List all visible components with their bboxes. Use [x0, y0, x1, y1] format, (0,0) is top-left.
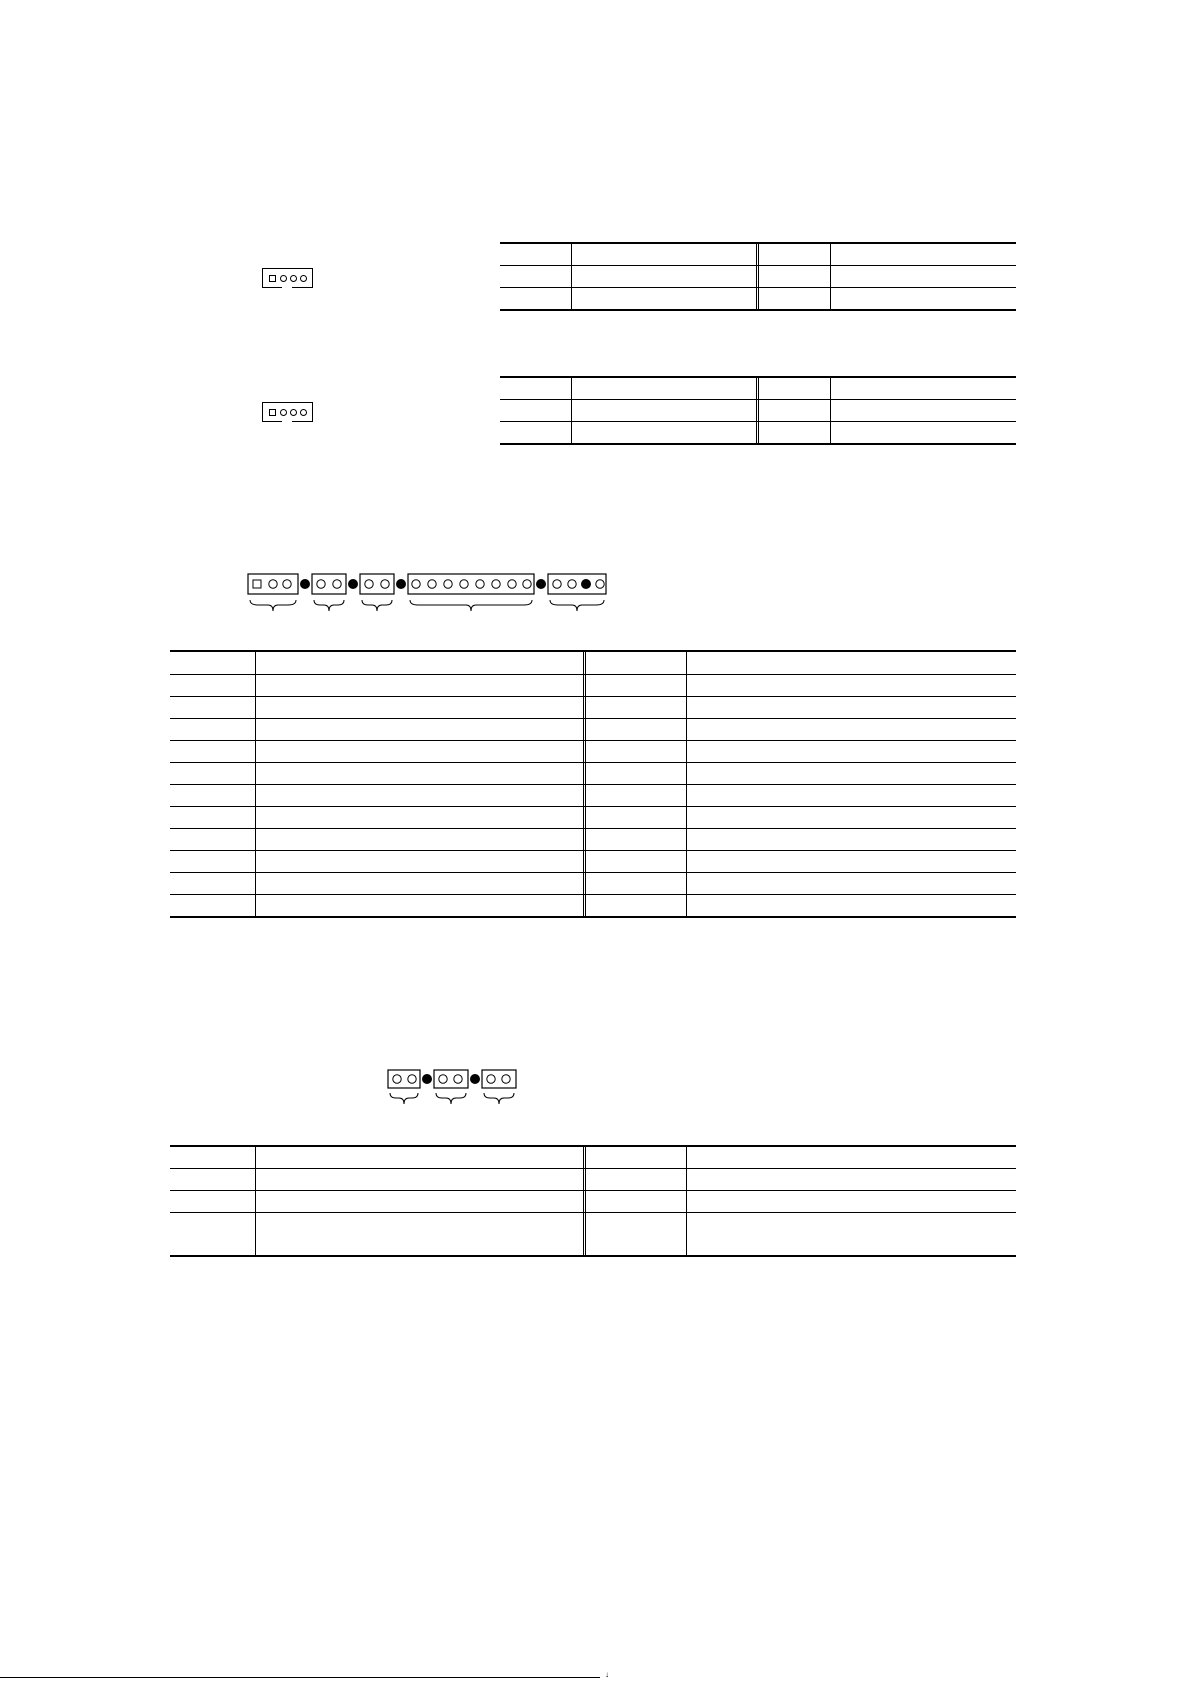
- connector-b-key-notch: [282, 420, 292, 424]
- footer-mark: ↓: [605, 1670, 609, 1679]
- pin-open: [428, 580, 436, 588]
- pin-open: [439, 1075, 447, 1083]
- pin-open: [487, 1075, 495, 1083]
- pin-open: [333, 580, 341, 588]
- pin-4: [300, 409, 307, 416]
- pin-3: [290, 409, 297, 416]
- connector-a-key-notch: [282, 286, 292, 290]
- pin-open: [412, 580, 420, 588]
- pin-open: [596, 580, 604, 588]
- pin-open: [283, 580, 291, 588]
- pin-2: [280, 275, 287, 282]
- pin-2: [280, 409, 287, 416]
- pin-key-filled: [348, 579, 358, 589]
- pin-open: [492, 580, 500, 588]
- connector-d-icon: [386, 1068, 522, 1114]
- pin-open: [568, 580, 576, 588]
- pin-open: [269, 580, 277, 588]
- pin-open: [502, 1075, 510, 1083]
- pin-key-filled: [422, 1074, 432, 1084]
- pin-open: [476, 580, 484, 588]
- connector-c-group-1: [248, 574, 298, 594]
- connector-c-group-5: [548, 574, 606, 594]
- brace-group-1: [390, 1093, 418, 1104]
- brace-group-2: [314, 600, 344, 611]
- pin-3: [290, 275, 297, 282]
- pin-open: [317, 580, 325, 588]
- pin-open: [454, 1075, 462, 1083]
- pin-key-filled: [300, 579, 310, 589]
- brace-group-1: [250, 600, 296, 611]
- brace-group-3: [362, 600, 392, 611]
- pin-open: [444, 580, 452, 588]
- pin-open: [408, 1075, 416, 1083]
- brace-group-4: [410, 600, 532, 611]
- pin-open: [393, 1075, 401, 1083]
- pin-open: [460, 580, 468, 588]
- pin-square: [253, 580, 261, 588]
- pin-key-filled: [396, 579, 406, 589]
- pin-open: [523, 580, 531, 588]
- pin-open: [508, 580, 516, 588]
- brace-group-2: [436, 1093, 466, 1104]
- connector-a-icon: [262, 268, 313, 288]
- pin-open: [365, 580, 373, 588]
- footer-rule: [0, 1677, 600, 1678]
- pin-4: [300, 275, 307, 282]
- pin-open: [553, 580, 561, 588]
- brace-group-3: [484, 1093, 514, 1104]
- pin-key-filled: [470, 1074, 480, 1084]
- pin-1-square: [269, 275, 276, 282]
- pin-key-filled: [581, 579, 591, 589]
- pin-open: [381, 580, 389, 588]
- brace-group-5: [550, 600, 604, 611]
- pin-key-filled: [536, 579, 546, 589]
- connector-b-icon: [262, 402, 313, 422]
- connector-c-icon: [246, 572, 608, 624]
- connector-c-group-4: [408, 574, 534, 594]
- pin-1-square: [269, 409, 276, 416]
